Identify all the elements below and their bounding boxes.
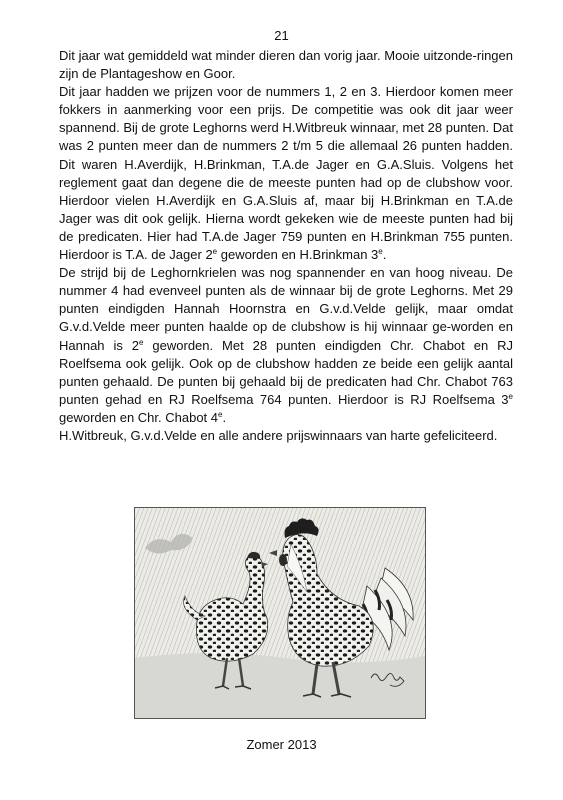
paragraph-grote-leghorns xyxy=(59,83,513,264)
page-number: 21 xyxy=(274,28,289,43)
superscript: e xyxy=(212,247,218,257)
paragraph-text: H.Witbreuk, G.v.d.Velde en alle andere prijswinnaars van harte gefeliciteerd. xyxy=(59,427,498,443)
chicken-illustration xyxy=(134,507,426,719)
paragraph-text: geworden en H.Brinkman 3 xyxy=(217,247,379,263)
chicken-drawing xyxy=(135,508,425,718)
superscript: e xyxy=(139,337,144,347)
superscript: e xyxy=(508,391,513,401)
paragraph-leghornkrielen xyxy=(59,264,513,427)
superscript: e xyxy=(218,409,223,419)
superscript: e xyxy=(378,247,383,257)
paragraph-text: Dit jaar wat gemiddeld wat minder dieren dan vorig jaar. Mooie uitzonde-ringen zijn de Plantageshow en Goor. xyxy=(59,48,513,82)
paragraph-text: . xyxy=(222,409,227,425)
paragraph-text: De strijd bij de Leghornkrielen was nog spannender en van hoog niveau. De nummer 4 had evenveel punten als de winnaar bij de grote Leghorns. Met 29 punten eindigden Hannah Hoornstra en G.v.d.Velde gelijk, maar omdat G.v.d.Velde meer punten haalde op de clubshow is hij winnaar ge-worden en Hannah is 2 xyxy=(59,265,513,353)
paragraph-intro xyxy=(59,47,513,83)
article-body xyxy=(59,47,513,445)
paragraph-text: . xyxy=(382,247,387,263)
paragraph-congratulations xyxy=(59,427,513,445)
page-footer: Zomer 2013 xyxy=(246,737,317,752)
paragraph-text: geworden. Met 28 punten eindigden Chr. Chabot en RJ Roelfsema ook gelijk. Ook op de clubshow hadden ze beide een gelijk aantal punten gehaald. De punten bij gehaald bij de predicaten had Chr. Chabot 763 punten gehad en RJ Roelfsema 764 punten. Hierdoor is RJ Roelfsema 3 xyxy=(59,337,513,407)
paragraph-text: Dit jaar hadden we prijzen voor de nummers 1, 2 en 3. Hierdoor komen meer fokkers in aanmerking voor een prijs. De competitie was ook dit jaar weer spannend. Bij de grote Leghorns werd H.Witbreuk winnaar, met 28 punten. Dat was 2 punten meer dan de nummers 2 t/m 5 die allemaal 26 punten hadden. Dit waren H.Averdijk, H.Brinkman, T.A.de Jager en G.A.Sluis. Volgens het reglement gaat dan degene die de meeste punten had op de clubshow voor. Hierdoor vielen H.Averdijk en G.A.Sluis af, maar bij H.Brinkman en T.A.de Jager was dit ook gelijk. Hierna wordt gekeken wie de meeste punten had bij de predicaten. Hier had T.A.de Jager 759 punten en H.Brinkman 755 punten. Hierdoor is T.A. de Jager 2 xyxy=(59,84,513,263)
paragraph-text: geworden en Chr. Chabot 4 xyxy=(59,409,218,425)
